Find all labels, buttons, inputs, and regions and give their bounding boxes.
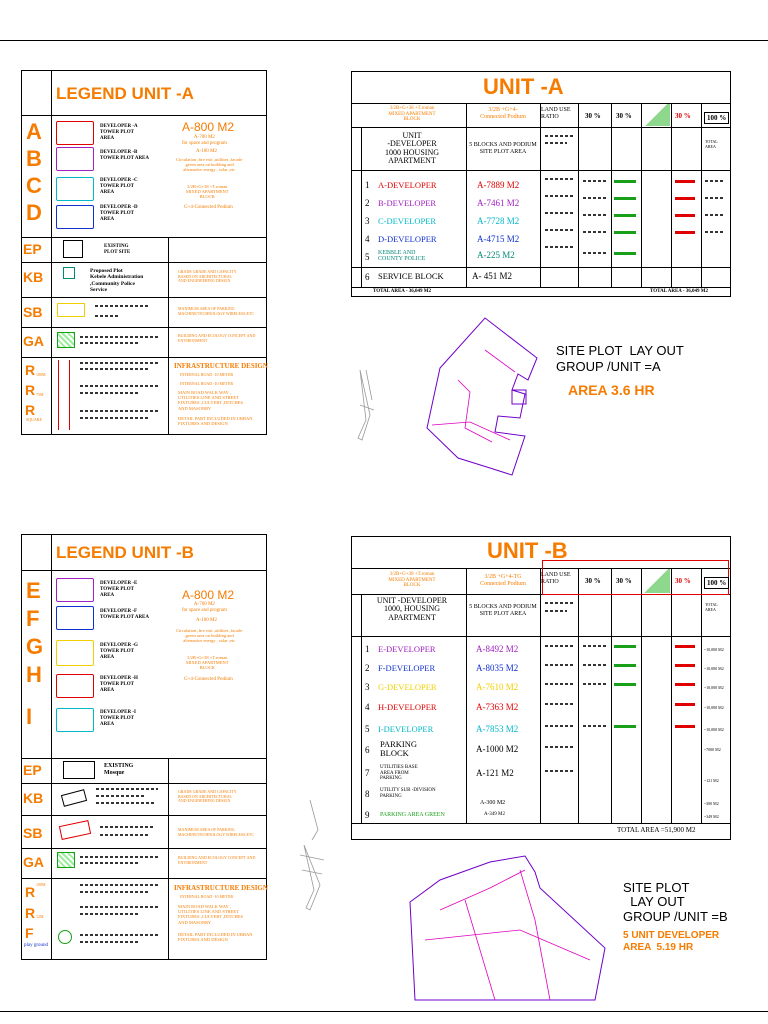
unit-b-title: UNIT -B: [487, 538, 568, 563]
b-row4-name: H-DEVELOPER: [378, 702, 437, 712]
b-row9-total: ~349 M2: [704, 814, 719, 819]
b-row6-n: 6: [365, 745, 370, 755]
dev-e-label: DEVELOPER -E TOWER PLOT AREA: [100, 581, 138, 598]
dev-a-label: DEVELOPER -A TOWER PLOT AREA: [100, 124, 138, 141]
b-row9-n: 9: [365, 810, 370, 820]
b-h-total: TOTAL AREA: [705, 602, 718, 612]
b-infra-label: INFRASTRUCTURE DESIGN: [174, 884, 268, 892]
a-row4-n: 4: [365, 234, 370, 244]
unit-a-site-plan: [340, 310, 570, 480]
letter-r3: R: [25, 402, 36, 418]
b-row2-area: A-8035 M2: [476, 663, 519, 673]
a-pct-4: 100 %: [704, 112, 729, 124]
b-area-100: A-100 M2: [196, 618, 217, 623]
b-road-int: INTERNAL ROAD -10 METER: [180, 894, 234, 899]
b-h-landuse: LAND USE RATIO: [541, 572, 571, 585]
dev-h-label: DEVELOPER -H TOWER PLOT AREA: [100, 676, 138, 693]
b-main-road: MAIN ROAD WALK WAY , UTILITIES LINE AND STREET FIXTURES ,CULVERT ,DITCHES AND MASONRY: [178, 904, 243, 925]
r3-sub: SQUARE: [26, 417, 43, 422]
b-row1-total: ~10,000 M2: [704, 647, 724, 652]
letter-ep: EP: [23, 241, 42, 257]
letter-e: E: [26, 578, 41, 603]
b-row5-total: ~10,000 M2: [704, 727, 724, 732]
letter-b: B: [26, 146, 42, 171]
a-row5-name: KEBBLE AND COUNTY POLICE: [378, 250, 426, 263]
kb-note: GRADE GRADE AND CAPACITY BASED ON ARCHITECTURAL AND ENGINEERING DESIGN: [178, 269, 237, 284]
letter-c: C: [26, 173, 42, 198]
letter-g: G: [26, 634, 44, 659]
letter-i: I: [26, 704, 33, 729]
b-row6-total: ~7000 M2: [704, 747, 721, 752]
a-footer-right: TOTAL AREA - 36,049 M2: [650, 289, 709, 294]
area-100: A-100 M2: [196, 149, 217, 154]
b-row3-name: G-DEVELOPER: [378, 682, 437, 692]
b-h-podium: 3/2B +G+4-TG Connected Podium: [480, 574, 526, 587]
dev-f-label: DEVELOPER -F TOWER PLOT AREA: [100, 609, 149, 620]
b-row4-n: 4: [365, 702, 370, 712]
b-tower-desc: 3/2B+G+38 +T.roman MIXED APARTMENT BLOCK: [186, 655, 229, 671]
r2-sub: 75M: [36, 392, 44, 397]
unit-b-site-plan: [290, 800, 620, 1010]
b-row8-total: ~300 M2: [704, 801, 719, 806]
letter-f-play: F: [25, 925, 34, 941]
letter-a: A: [26, 119, 42, 144]
b-row3-total: ~10,000 M2: [704, 685, 724, 690]
a-row2-n: 2: [365, 198, 370, 208]
letter-r1-b: R: [25, 884, 36, 900]
letter-ga-b: GA: [23, 854, 44, 870]
legend-a-title: LEGEND UNIT -A: [56, 84, 194, 103]
dev-i-label: DEVELOPER -I TOWER PLOT AREA: [100, 710, 136, 727]
a-row4-name: D-DEVELOPER: [378, 234, 437, 244]
main-road: MAIN ROAD WALK WAY , UTILITIES LINE AND STREET FIXTURES ,CULVERT ,DITCHES AND MASONRY: [178, 390, 243, 411]
b-sb-note: MANIMUM AREA OF PARKING MACHINE/TECHNOLOGY WIRELESS,ETC: [178, 827, 254, 837]
b-ga-note: BUILDING AND ECOLOGY CONCEPT AND ENVIRONMENT: [178, 855, 256, 865]
unit-a-title: UNIT -A: [483, 74, 564, 99]
letter-sb-b: SB: [23, 825, 43, 841]
b-pct-3: 30 %: [675, 577, 691, 585]
ga-note: BUILDING AND ECOLOGY CONCEPT AND ENVIRONMENT: [178, 333, 256, 343]
letter-f: F: [26, 606, 40, 631]
b-row1-name: E-DEVELOPER: [378, 644, 436, 654]
a-pct-1: 30 %: [585, 112, 601, 120]
dev-b-label: DEVELOPER -B TOWER PLOT AREA: [100, 150, 149, 161]
b-row8-area: A-300 M2: [480, 800, 506, 806]
b-pct-4: 100 %: [704, 577, 729, 589]
b-kb-note: GRADE GRADE AND CAPACITY BASED ON ARCHITECTURAL AND ENGINEERING DESIGN: [178, 789, 237, 804]
dev-g-label: DEVELOPER -G TOWER PLOT AREA: [100, 643, 138, 660]
road-int: INTERNAL ROAD -10 METER: [180, 372, 234, 377]
b-h-unit: UNIT -DEVELOPER 1000, HOUSING APARTMENT: [376, 596, 448, 622]
b-row6-name: PARKING BLOCK: [380, 739, 418, 758]
dev-d-label: DEVELOPER -D TOWER PLOT AREA: [100, 205, 138, 222]
a-pct-3: 30 %: [675, 112, 691, 120]
a-row2-name: B-DEVELOPER: [378, 198, 437, 208]
a-row3-n: 3: [365, 216, 370, 226]
b-row7-name: UTILITIES BASE AREA FROM PARKING: [380, 765, 418, 781]
podium-desc: G+4-Connected Podium: [184, 205, 233, 210]
a-row6-n: 6: [365, 272, 370, 282]
r2-sub-b: 12M: [36, 914, 44, 919]
a-row5-n: 5: [365, 252, 370, 262]
b-row8-name: UTILITY SUB -DIVISION PARKING: [380, 788, 436, 799]
letter-r1: R: [25, 362, 36, 378]
letter-kb: KB: [23, 269, 44, 285]
a-site-title: SITE PLOT LAY OUT GROUP /UNIT =A: [556, 343, 684, 374]
a-row1-name: A-DEVELOPER: [378, 180, 437, 190]
a-h-blocks: 5 BLOCKS AND PODIUM SITE PLOT AREA: [469, 142, 537, 155]
b-footer-total: TOTAL AREA =51,900 M2: [617, 826, 696, 834]
infra-label: INFRASTRUCTURE DESIGN: [174, 362, 268, 370]
letter-ga: GA: [23, 333, 44, 349]
area-big: A-800 M2: [182, 120, 235, 134]
b-row2-total: ~10,000 M2: [704, 666, 724, 671]
play-ground: play ground: [24, 943, 49, 948]
a-h-unit: UNIT -DEVELOPER 1000 HOUSING APARTMENT: [385, 131, 439, 166]
a-h-podium: 3/2B +G+4- Connected Podium: [480, 107, 526, 120]
ep-label: EXISTING PLOT SITE: [104, 244, 131, 255]
a-h-landuse: LAND USE RATIO: [541, 107, 571, 120]
b-row3-n: 3: [365, 682, 370, 692]
a-h-tower: 3/2B+G+38 +T.roman MIXED APARTMENT BLOCK: [388, 106, 436, 122]
detail: DETAIL PART INCLUDED IN URBAN FIXTURES AND DESIGN: [178, 416, 253, 427]
kb-label: Proposed Plot Kebele Administration ,Community Police Service: [90, 268, 144, 293]
a-row6-name: SERVICE BLOCK: [378, 271, 444, 281]
b-h-tower: 3/2B+G+38 +T.roman MIXED APARTMENT BLOCK: [388, 572, 436, 588]
b-row6-area: A-1000 M2: [476, 744, 519, 754]
a-h-total: TOTAL AREA: [705, 139, 718, 149]
tower-desc: 3/2B+G+38 +T.roman MIXED APARTMENT BLOCK: [186, 184, 229, 200]
a-row2-area: A-7461 M2: [477, 198, 520, 208]
b-row4-area: A-7363 M2: [476, 702, 519, 712]
b-row5-n: 5: [365, 724, 370, 734]
b-area-big: A-800 M2: [182, 588, 235, 602]
a-pct-2: 30 %: [616, 112, 632, 120]
area-desc: Circulation ,fire exit ,utilities ,facade ,green area on building and alternative energy , solar ,etc: [176, 157, 243, 173]
b-site-title: SITE PLOT LAY OUT GROUP /UNIT =B: [623, 880, 728, 924]
b-row2-n: 2: [365, 663, 370, 673]
b-row5-name: I-DEVELOPER: [378, 724, 434, 734]
b-h-blocks: 5 BLOCKS AND PODIUM SITE PLOT AREA: [469, 604, 537, 617]
b-row7-total: ~121 M2: [704, 778, 719, 783]
a-row3-name: C-DEVELOPER: [378, 216, 437, 226]
b-row9-name: PARKING AREA GREEN: [380, 812, 445, 818]
b-row2-name: F-DEVELOPER: [378, 663, 436, 673]
b-site-sub: 5 UNIT DEVELOPER AREA 5.19 HR: [623, 930, 720, 953]
a-row1-n: 1: [365, 180, 370, 190]
b-row7-area: A-121 M2: [476, 768, 514, 778]
r1-sub: 100M: [36, 372, 46, 377]
r1-sub-b: 100M: [36, 882, 46, 887]
b-pct-1: 30 %: [585, 577, 601, 585]
letter-r2-b: R: [25, 905, 36, 921]
a-row1-area: A-7889 M2: [477, 180, 520, 190]
b-area-small: A-700 M2 for space and program: [182, 602, 227, 613]
b-row8-n: 8: [365, 789, 370, 799]
b-row7-n: 7: [365, 768, 370, 778]
sb-note: MANIMUM AREA OF PARKING MACHINE/TECHNOLOGY WIRELESS,ETC: [178, 306, 254, 316]
a-site-area: AREA 3.6 HR: [568, 382, 655, 398]
b-row5-area: A-7853 M2: [476, 724, 519, 734]
letter-sb: SB: [23, 304, 43, 320]
road-int2: INTERNAL ROAD -10 METER: [180, 381, 234, 386]
a-row3-area: A-7728 M2: [477, 216, 520, 226]
b-row1-n: 1: [365, 644, 370, 654]
b-pct-2: 30 %: [616, 577, 632, 585]
a-footer-left: TOTAL AREA - 36,049 M2: [373, 289, 432, 294]
area-small: A-700 M2 for space and program: [182, 135, 227, 146]
b-detail: DETAIL PART INCLUDED IN URBAN FIXTURES AND DESIGN: [178, 932, 253, 943]
dev-c-label: DEVELOPER -C TOWER PLOT AREA: [100, 178, 138, 195]
legend-b-title: LEGEND UNIT -B: [56, 543, 194, 562]
b-row1-area: A-8492 M2: [476, 644, 519, 654]
a-row5-area: A-225 M2: [477, 250, 515, 260]
a-row6-area: A- 451 M2: [472, 271, 512, 281]
b-row9-area: A-349 M2: [484, 812, 505, 817]
letter-d: D: [26, 200, 42, 225]
letter-ep-b: EP: [23, 762, 42, 778]
letter-kb-b: KB: [23, 790, 44, 806]
b-row3-area: A-7610 M2: [476, 682, 519, 692]
letter-r2: R: [25, 382, 36, 398]
b-podium-desc: G+4-Connected Podium: [184, 677, 233, 682]
letter-h: H: [26, 662, 42, 687]
b-area-desc: Circulation ,fire exit ,utilities ,facade ,green area on building and alternative energy , solar ,etc: [176, 628, 243, 644]
a-row4-area: A-4715 M2: [477, 234, 520, 244]
ep-b-label: EXISTING Mosque: [104, 763, 134, 776]
b-row4-total: ~10,000 M2: [704, 705, 724, 710]
